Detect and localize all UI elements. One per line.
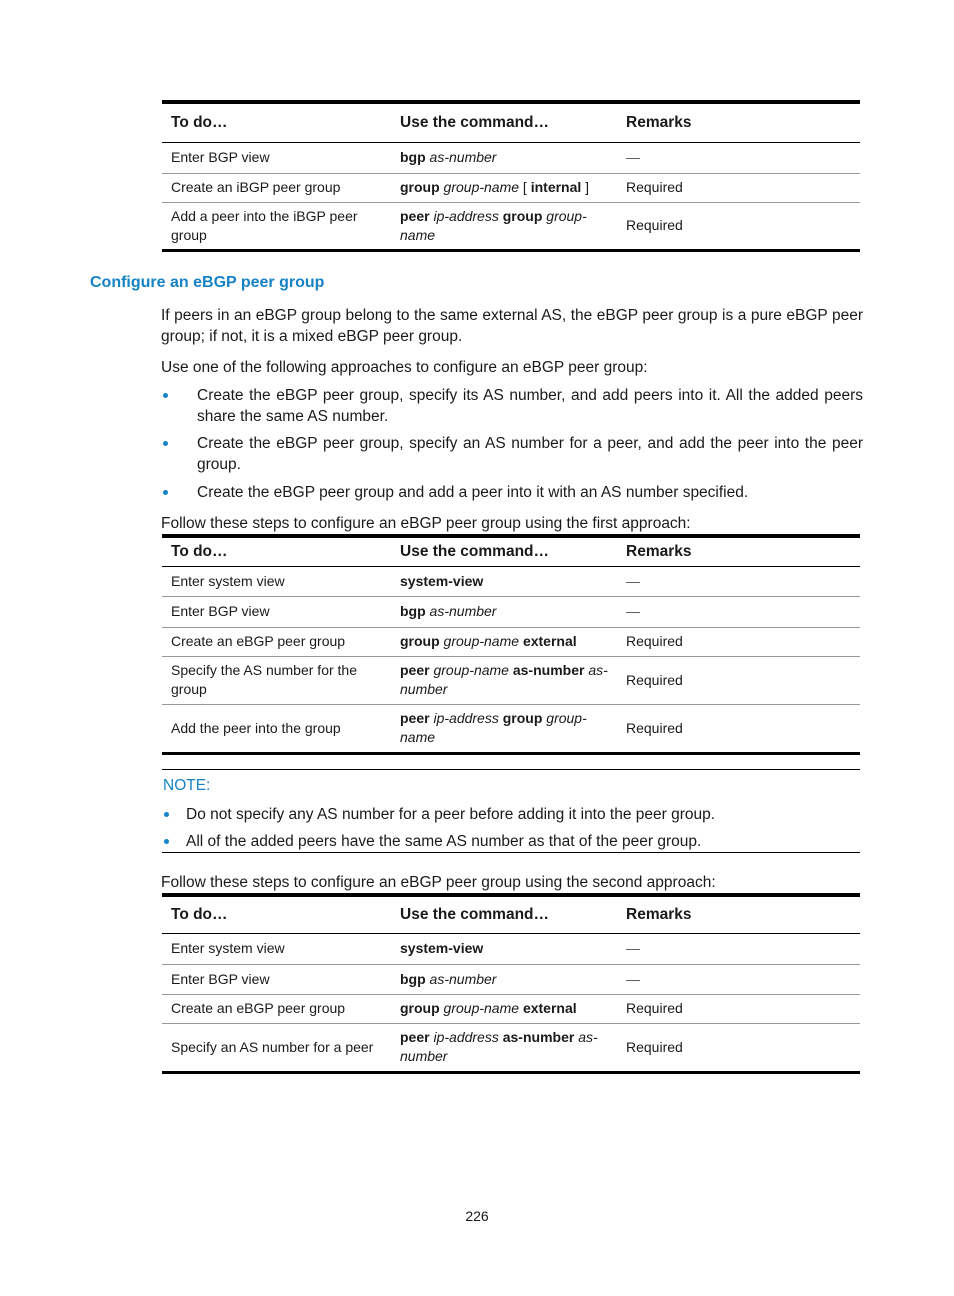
command-keyword: group xyxy=(400,633,440,649)
command-cell xyxy=(391,656,617,704)
todo-cell: Specify the AS number for the group xyxy=(162,656,391,704)
table-row xyxy=(162,627,860,656)
command-keyword: external xyxy=(522,633,577,649)
command-keyword: group xyxy=(502,207,543,224)
todo-cell: Enter system view xyxy=(162,566,391,596)
command-keyword: bgp xyxy=(400,970,426,987)
header-todo: To do… xyxy=(162,895,391,933)
table-row xyxy=(162,142,860,173)
table-row xyxy=(162,656,860,704)
ebgp-first-approach-table xyxy=(162,534,860,755)
command-cell xyxy=(391,964,617,994)
todo-cell: Enter system view xyxy=(162,933,391,964)
todo-cell: Create an iBGP peer group xyxy=(162,173,391,202)
command-keyword: group xyxy=(502,710,543,726)
command-cell xyxy=(391,596,617,627)
command-cell xyxy=(391,566,617,596)
command-argument: ip-address xyxy=(433,710,499,726)
bullet-icon xyxy=(164,839,169,844)
command-cell xyxy=(391,202,617,250)
second-approach-intro: Follow these steps to configure an eBGP peer group using the second approach: xyxy=(161,874,716,891)
remarks-cell: Required xyxy=(626,1038,683,1055)
note-item-text: All of the added peers have the same AS number as that of the peer group. xyxy=(186,833,702,850)
note-bottom-rule xyxy=(162,852,860,853)
header-todo: To do… xyxy=(162,536,391,566)
header-remarks: Remarks xyxy=(617,102,860,142)
command-argument: group-name xyxy=(400,710,587,745)
command-argument: group-name xyxy=(400,207,587,243)
bullet-icon xyxy=(163,490,168,495)
command-keyword: system-view xyxy=(400,572,484,589)
header-todo: To do… xyxy=(162,102,391,142)
command-keyword: group xyxy=(400,1000,440,1016)
approaches-intro: Use one of the following approaches to configure an eBGP peer group: xyxy=(161,359,648,376)
header-remarks: Remarks xyxy=(617,895,860,933)
command-keyword: peer xyxy=(400,1029,430,1045)
note-top-rule xyxy=(162,769,860,770)
bullet-icon xyxy=(163,441,168,446)
command-keyword: peer xyxy=(400,207,430,224)
command-argument: ip-address xyxy=(433,1029,499,1045)
command-argument: as-number xyxy=(429,149,497,165)
remarks-cell: Required xyxy=(617,656,860,704)
bullet-icon xyxy=(163,393,168,398)
command-cell xyxy=(391,933,617,964)
note-label: NOTE: xyxy=(163,777,211,794)
command-cell xyxy=(391,994,617,1023)
command-keyword: as-number xyxy=(502,1029,575,1045)
list-item-text: Create the eBGP peer group and add a peer into it with an AS number specified. xyxy=(197,484,749,501)
table-row xyxy=(162,596,860,627)
list-item-text: Create the eBGP peer group, specify its AS number, and add peers into it. All the added peers share the same AS number. xyxy=(197,387,863,425)
command-keyword: external xyxy=(522,1000,577,1016)
command-keyword: as-number xyxy=(512,662,585,678)
ebgp-second-approach-table xyxy=(162,893,860,1074)
intro-paragraph: If peers in an eBGP group belong to the same external AS, the eBGP peer group is a pure eBGP peer group; if not, it is a mixed eBGP peer group. xyxy=(161,307,863,345)
remarks-cell: Required xyxy=(617,994,860,1023)
todo-cell: Create an eBGP peer group xyxy=(162,627,391,656)
command-keyword: group xyxy=(400,179,440,195)
command-argument: group-name xyxy=(443,633,520,649)
todo-cell: Specify an AS number for a peer xyxy=(171,1038,374,1055)
command-cell xyxy=(391,173,617,202)
header-command: Use the command… xyxy=(391,102,617,142)
ibgp-command-table xyxy=(162,100,860,252)
todo-cell: Create an eBGP peer group xyxy=(162,994,391,1023)
command-keyword: system-view xyxy=(400,940,484,956)
remarks-cell: Required xyxy=(626,719,683,736)
command-keyword: internal xyxy=(530,179,582,195)
table-row xyxy=(162,994,860,1023)
section-heading: Configure an eBGP peer group xyxy=(90,274,325,291)
command-cell xyxy=(391,704,617,753)
command-argument: as-number xyxy=(429,970,497,987)
table-row xyxy=(162,704,860,753)
remarks-cell: — xyxy=(617,596,860,627)
todo-cell: Enter BGP view xyxy=(162,596,391,627)
command-cell xyxy=(391,1023,617,1072)
table-row xyxy=(162,964,860,994)
command-argument: as-number xyxy=(429,603,497,619)
command-keyword: peer xyxy=(400,662,430,678)
table-row xyxy=(162,1023,860,1072)
command-argument: as-number xyxy=(400,662,608,697)
todo-cell: Enter BGP view xyxy=(162,142,391,173)
command-text: [ xyxy=(519,179,531,195)
remarks-cell: Required xyxy=(617,627,860,656)
remarks-cell: Required xyxy=(617,173,860,202)
command-keyword: bgp xyxy=(400,603,426,619)
command-keyword: bgp xyxy=(400,149,426,165)
table-row xyxy=(162,566,860,596)
note-item-text: Do not specify any AS number for a peer before adding it into the peer group. xyxy=(186,806,716,823)
first-approach-intro: Follow these steps to configure an eBGP peer group using the first approach: xyxy=(161,515,691,532)
command-text: ] xyxy=(581,179,590,195)
remarks-cell: — xyxy=(617,566,860,596)
todo-cell: Enter BGP view xyxy=(162,964,391,994)
command-argument: group-name xyxy=(433,662,509,678)
remarks-cell: Required xyxy=(626,217,683,233)
remarks-cell: — xyxy=(617,142,860,173)
remarks-cell: — xyxy=(617,933,860,964)
command-argument: ip-address xyxy=(433,207,499,224)
header-remarks: Remarks xyxy=(617,536,860,566)
command-argument: group-name xyxy=(443,1000,520,1016)
todo-cell: Add a peer into the iBGP peer group xyxy=(171,207,358,243)
table-row xyxy=(162,933,860,964)
bullet-icon xyxy=(164,812,169,817)
table-row xyxy=(162,173,860,202)
todo-cell: Add the peer into the group xyxy=(171,719,341,736)
command-keyword: peer xyxy=(400,710,430,726)
header-command: Use the command… xyxy=(391,895,617,933)
command-argument: group-name xyxy=(443,179,520,195)
command-cell xyxy=(391,627,617,656)
table-row xyxy=(162,202,860,250)
list-item-text: Create the eBGP peer group, specify an AS number for a peer, and add the peer into the peer group. xyxy=(197,435,863,473)
remarks-cell: — xyxy=(617,964,860,994)
page-number: 226 xyxy=(465,1208,489,1224)
header-command: Use the command… xyxy=(391,536,617,566)
command-cell xyxy=(391,142,617,173)
command-argument: as-number xyxy=(400,1029,598,1064)
